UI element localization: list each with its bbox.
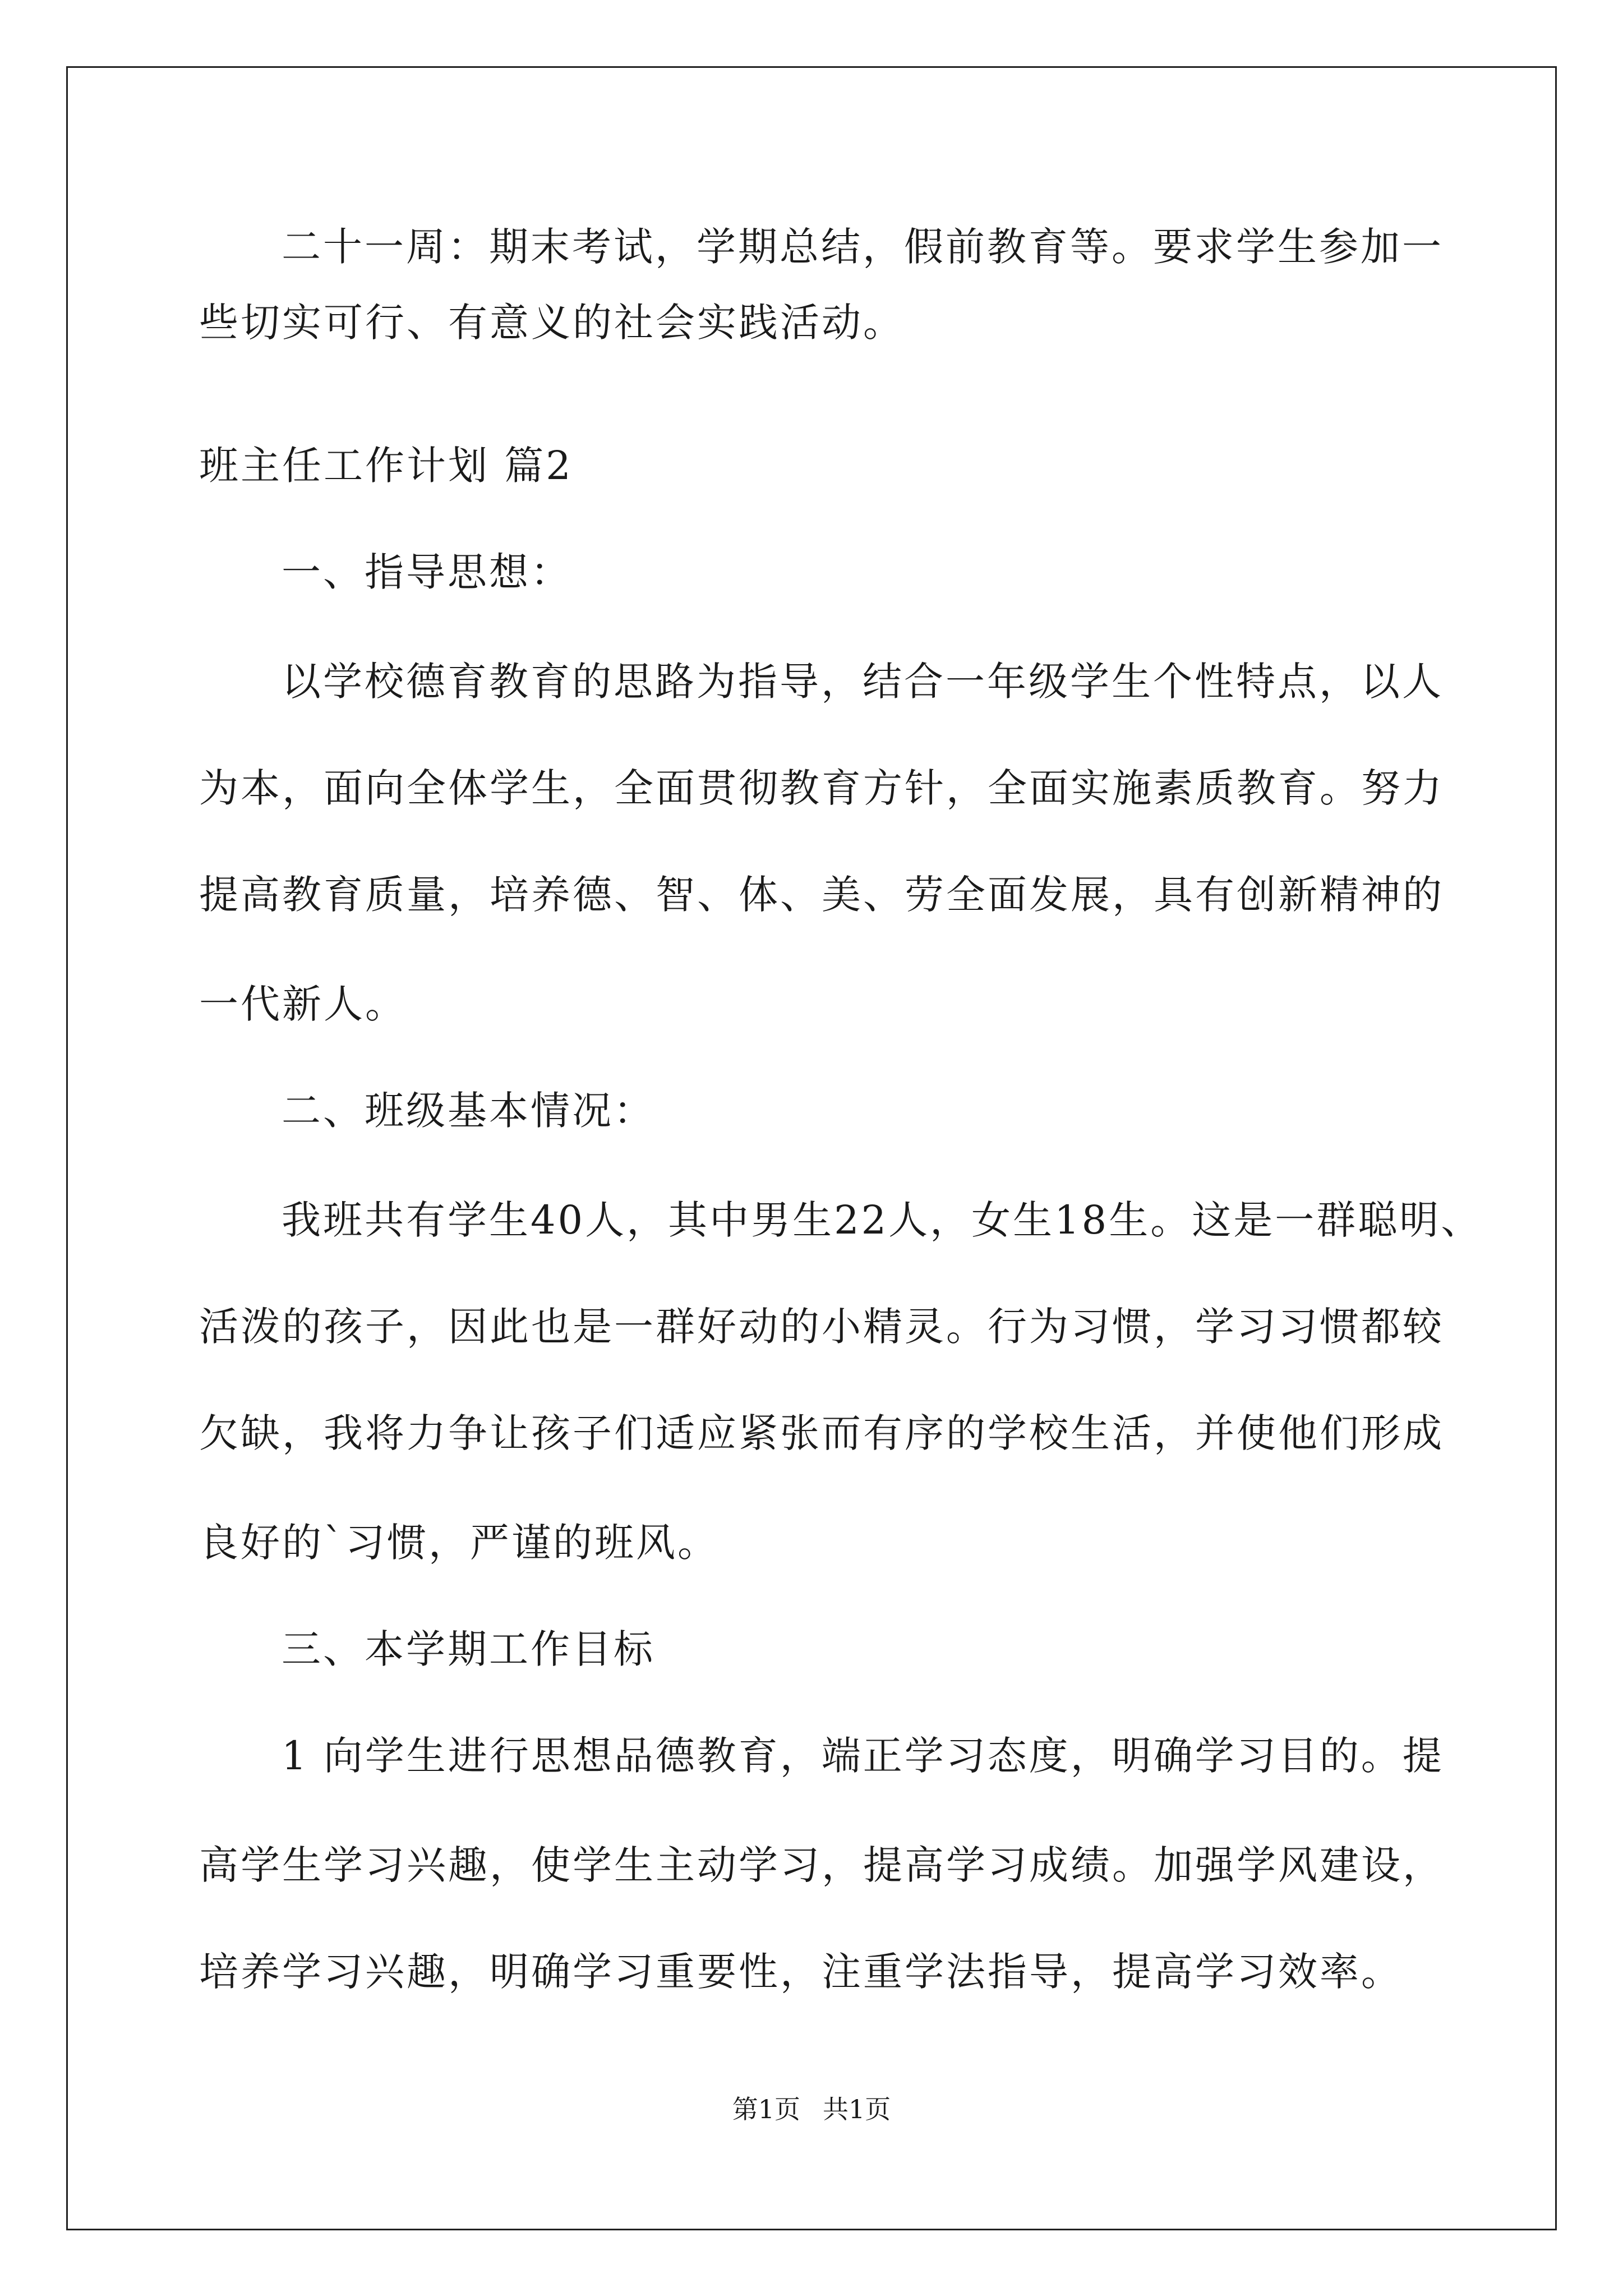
paragraph-line: 二十一周：期末考试，学期总结，假前教育等。要求学生参加一 [282, 224, 1444, 270]
paragraph-line: 我班共有学生40人，其中男生22人，女生18生。这是一群聪明、 [282, 1197, 1483, 1243]
section-heading: 班主任工作计划 篇2 [199, 443, 573, 489]
paragraph-line: 些切实可行、有意义的社会实践活动。 [199, 300, 905, 346]
section-heading: 二、班级基本情况： [282, 1088, 655, 1134]
paragraph-line: 一代新人。 [199, 981, 407, 1027]
paragraph-line: 以学校德育教育的思路为指导，结合一年级学生个性特点，以人 [282, 659, 1444, 705]
paragraph-line: 提高教育质量，培养德、智、体、美、劳全面发展，具有创新精神的 [199, 872, 1444, 918]
page-number-total: 共1页 [823, 2094, 891, 2124]
paragraph-line: 为本，面向全体学生，全面贯彻教育方针，全面实施素质教育。努力 [199, 765, 1444, 811]
section-heading: 一、指导思想： [282, 549, 572, 595]
paragraph-line: 活泼的孩子，因此也是一群好动的小精灵。行为习惯，学习习惯都较 [199, 1304, 1444, 1350]
page-border [66, 66, 1557, 2230]
paragraph-line: 欠缺，我将力争让孩子们适应紧张而有序的学校生活，并使他们形成 [199, 1410, 1444, 1456]
paragraph-line: 培养学习兴趣，明确学习重要性，注重学法指导，提高学习效率。 [199, 1949, 1403, 1995]
page-footer [0, 2092, 1623, 2126]
paragraph-line: 良好的`习惯，严谨的班风。 [199, 1520, 719, 1566]
paragraph-line: 1 向学生进行思想品德教育，端正学习态度，明确学习目的。提 [282, 1733, 1444, 1779]
page-number-current: 第1页 [732, 2094, 800, 2124]
paragraph-line: 高学生学习兴趣，使学生主动学习，提高学习成绩。加强学风建设， [199, 1842, 1444, 1888]
section-heading: 三、本学期工作目标 [282, 1626, 655, 1672]
